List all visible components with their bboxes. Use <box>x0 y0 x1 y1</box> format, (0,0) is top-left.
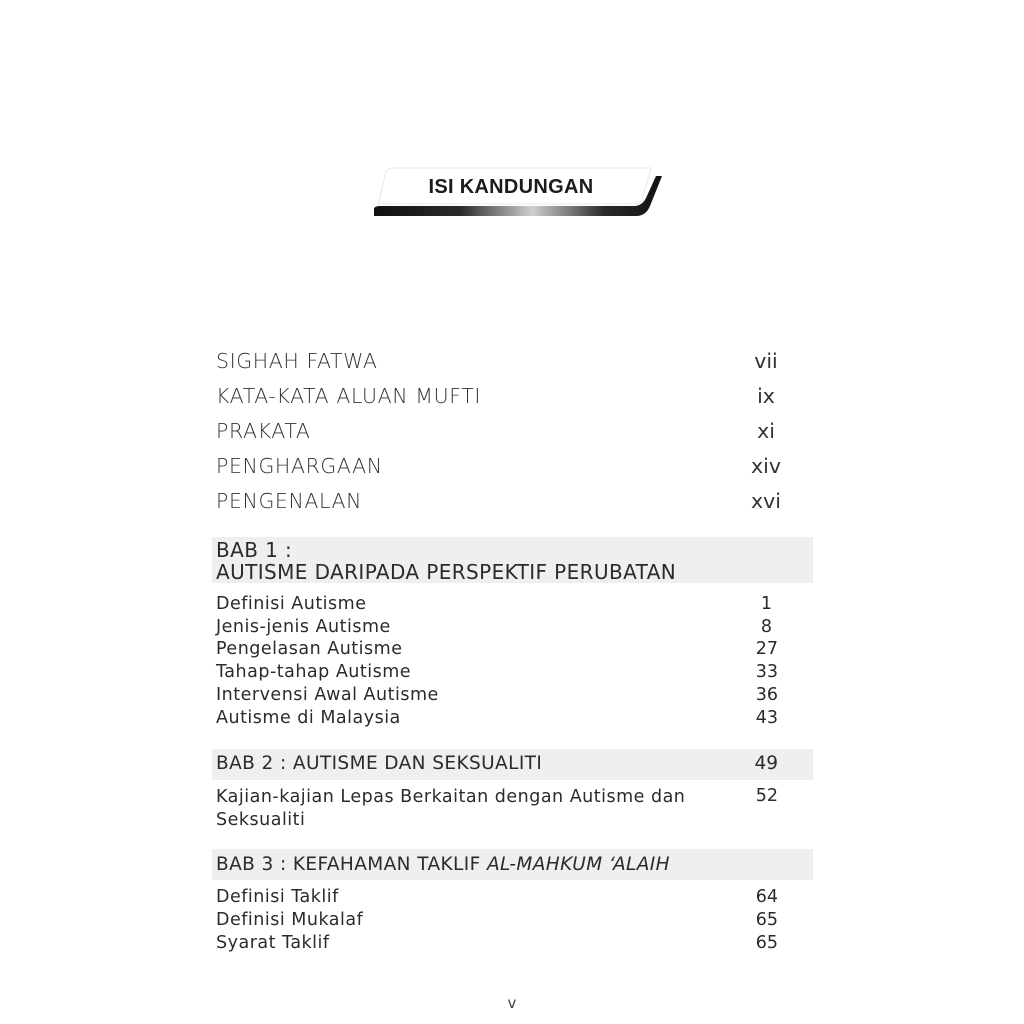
toc-entry-prakata[interactable]: PRAKATA <box>216 419 311 443</box>
toc-page-number: xi <box>757 419 775 443</box>
chapter-1-title[interactable]: AUTISME DARIPADA PERSPEKTIF PERUBATAN <box>216 560 677 584</box>
toc-page-number: 33 <box>755 662 778 682</box>
toc-entry[interactable]: Jenis-jenis Autisme <box>216 617 391 637</box>
toc-page-number: 43 <box>755 708 778 728</box>
toc-entry[interactable]: Definisi Taklif <box>216 887 339 907</box>
toc-page-number: 27 <box>755 639 778 659</box>
toc-page-number: 8 <box>760 617 772 637</box>
toc-page-number: 1 <box>760 594 772 614</box>
toc-entry[interactable]: Pengelasan Autisme <box>216 639 403 659</box>
page-title: ISI KANDUNGAN <box>428 176 594 198</box>
chapter-1-number[interactable]: BAB 1 : <box>216 538 293 562</box>
chapter-2-page-number: 49 <box>754 753 778 774</box>
footer-page-number: v <box>507 994 517 1012</box>
toc-page-number: vii <box>754 349 778 373</box>
toc-page-number: 65 <box>755 910 778 930</box>
toc-entry-penghargaan[interactable]: PENGHARGAAN <box>216 454 383 478</box>
toc-page-number: 64 <box>755 887 778 907</box>
toc-page-number: xiv <box>751 454 781 478</box>
toc-page-number: xvi <box>751 489 781 513</box>
toc-page-number: 36 <box>755 685 778 705</box>
toc-entry[interactable]: Intervensi Awal Autisme <box>216 685 439 705</box>
toc-entry[interactable]: Autisme di Malaysia <box>216 708 401 728</box>
chapter-3-title[interactable] <box>216 854 670 875</box>
toc-entry-sighah-fatwa[interactable]: SIGHAH FATWA <box>216 349 378 373</box>
toc-page-number: ix <box>757 384 775 408</box>
toc-entry[interactable]: Syarat Taklif <box>216 933 330 953</box>
toc-entry-kata-aluan[interactable]: KATA-KATA ALUAN MUFTI <box>216 384 481 408</box>
toc-entry[interactable]: Tahap-tahap Autisme <box>216 662 412 682</box>
toc-page-number: 65 <box>755 933 778 953</box>
title-banner <box>366 164 666 222</box>
toc-entry[interactable]: Definisi Mukalaf <box>216 910 364 930</box>
toc-entry[interactable]: Definisi Autisme <box>216 594 367 614</box>
chapter-3-title-prefix: BAB 3 : KEFAHAMAN TAKLIF <box>216 854 487 875</box>
toc-entry-pengenalan[interactable]: PENGENALAN <box>216 489 363 513</box>
chapter-3-title-italic: AL-MAHKUM ‘ALAIH <box>486 854 670 875</box>
toc-entry[interactable]: Kajian-kajian Lepas Berkaitan dengan Autisme dan Seksualiti <box>216 787 686 830</box>
toc-page-number: 52 <box>755 786 778 806</box>
chapter-2-title[interactable]: BAB 2 : AUTISME DAN SEKSUALITI <box>216 753 543 774</box>
